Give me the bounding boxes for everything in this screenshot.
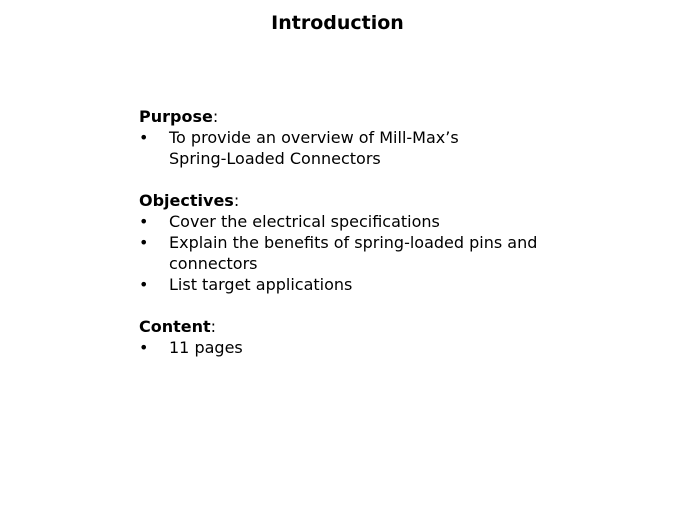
bullet-list <box>139 127 559 169</box>
section-heading-label: Purpose <box>139 107 213 126</box>
section-heading <box>139 106 559 127</box>
bullet-icon: • <box>139 275 149 294</box>
section-content <box>139 316 559 358</box>
bullet-list <box>139 211 559 295</box>
list-item <box>139 232 559 274</box>
list-item <box>139 274 559 295</box>
bullet-list <box>139 337 559 358</box>
slide-title: Introduction <box>271 12 404 34</box>
list-item-text: To provide an overview of Mill-Max’s Spring-Loaded Connectors <box>169 128 459 168</box>
section-heading-colon: : <box>212 107 219 126</box>
bullet-icon: • <box>139 128 149 147</box>
list-item-text: Explain the benefits of spring-loaded pins and connectors <box>169 233 538 273</box>
slide-content <box>139 106 559 379</box>
section-purpose <box>139 106 559 169</box>
section-heading-label: Objectives <box>139 191 234 210</box>
bullet-icon: • <box>139 338 149 357</box>
section-heading-colon: : <box>210 317 217 336</box>
section-heading-colon: : <box>233 191 240 210</box>
section-objectives <box>139 190 559 295</box>
list-item-text: Cover the electrical specifications <box>169 212 440 231</box>
list-item-text: 11 pages <box>169 338 243 357</box>
list-item <box>139 211 559 232</box>
bullet-icon: • <box>139 233 149 252</box>
section-heading <box>139 316 559 337</box>
list-item <box>139 337 559 358</box>
list-item <box>139 127 559 169</box>
list-item-text: List target applications <box>169 275 353 294</box>
section-heading-label: Content <box>139 317 211 336</box>
bullet-icon: • <box>139 212 149 231</box>
section-heading <box>139 190 559 211</box>
